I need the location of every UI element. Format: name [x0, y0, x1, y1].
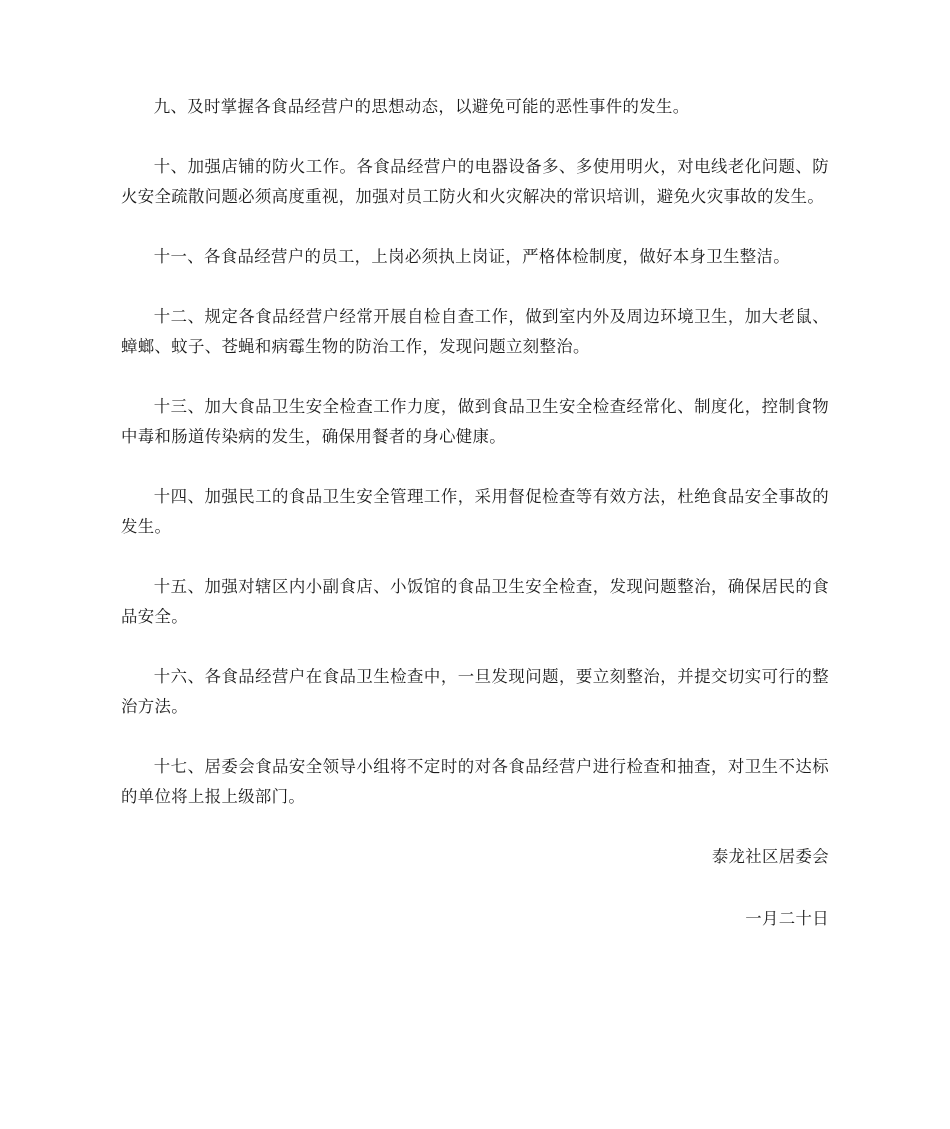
paragraph-item-15: 十五、加强对辖区内小副食店、小饭馆的食品卫生安全检查，发现问题整治，确保居民的食品安全。 [121, 577, 829, 626]
paragraph-item-13: 十三、加大食品卫生安全检查工作力度，做到食品卫生安全检查经常化、制度化，控制食物中毒和肠道传染病的发生，确保用餐者的身心健康。 [121, 397, 829, 446]
paragraph-item-9: 九、及时掌握各食品经营户的思想动态，以避免可能的恶性事件的发生。 [153, 97, 690, 116]
document-body [121, 92, 829, 934]
paragraph-item-12: 十二、规定各食品经营户经常开展自检自查工作，做到室内外及周边环境卫生，加大老鼠、蟑螂、蚊子、苍蝇和病霉生物的防治工作，发现问题立刻整治。 [121, 307, 829, 356]
signature-organization: 泰龙社区居委会 [711, 847, 829, 866]
paragraph-item-14: 十四、加强民工的食品卫生安全管理工作，采用督促检查等有效方法，杜绝食品安全事故的发生。 [121, 487, 829, 536]
paragraph-item-10: 十、加强店铺的防火工作。各食品经营户的电器设备多、多使用明火，对电线老化问题、防火安全疏散问题必须高度重视，加强对员工防火和火灾解决的常识培训，避免火灾事故的发生。 [121, 157, 829, 206]
paragraph-item-16: 十六、各食品经营户在食品卫生检查中，一旦发现问题，要立刻整治，并提交切实可行的整治方法。 [121, 667, 829, 716]
paragraph-item-17: 十七、居委会食品安全领导小组将不定时的对各食品经营户进行检查和抽查，对卫生不达标的单位将上报上级部门。 [121, 757, 829, 806]
paragraph-item-11: 十一、各食品经营户的员工，上岗必须执上岗证，严格体检制度，做好本身卫生整洁。 [153, 247, 790, 266]
signature-date: 一月二十日 [745, 909, 829, 928]
